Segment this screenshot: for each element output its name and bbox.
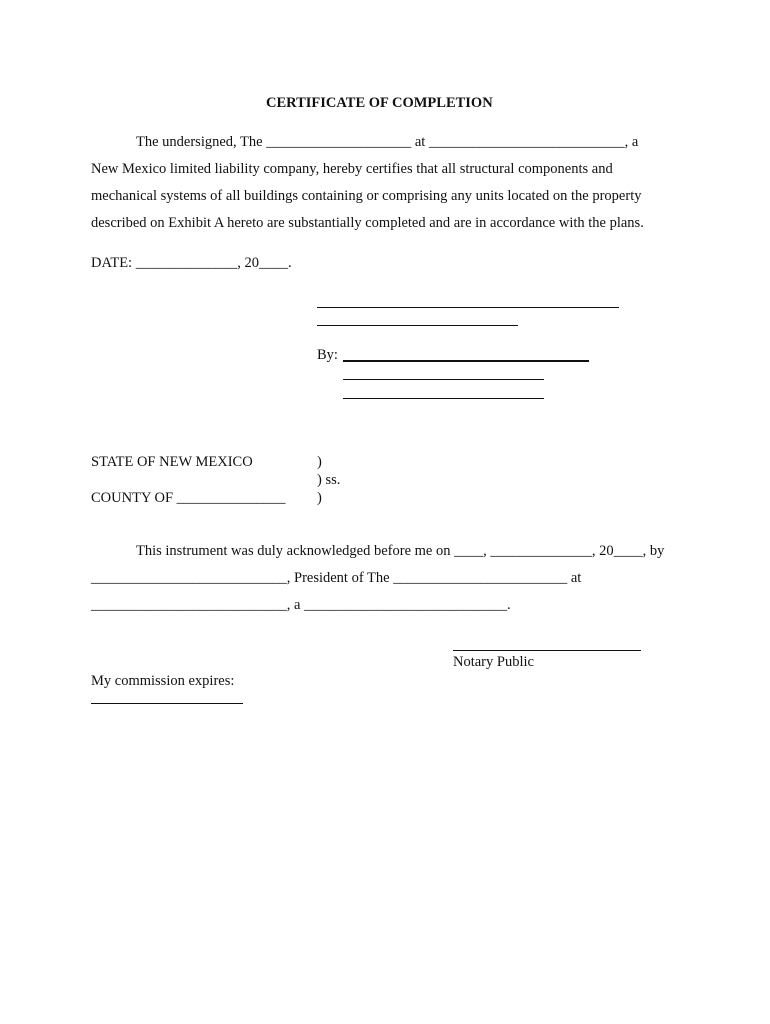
state-label: STATE OF NEW MEXICO [91,454,253,470]
venue-ss: ) ss. [317,472,341,488]
by-name-line [343,379,544,380]
body-line-3: mechanical systems of all buildings containing or comprising any units located on the property [91,188,642,204]
commission-line [91,703,243,704]
body-line-2: New Mexico limited liability company, hereby certifies that all structural components and [91,161,613,177]
signature-line-entity [317,307,619,308]
signature-line-entity-2 [317,325,518,326]
document-title: CERTIFICATE OF COMPLETION [266,95,493,111]
commission-label: My commission expires: [91,673,235,689]
body-line-4: described on Exhibit A hereto are substantially completed and are in accordance with the plans. [91,215,644,231]
by-title-line [343,398,544,399]
date-line: DATE: ______________, 20____. [91,255,292,271]
venue-paren-1: ) [317,454,322,470]
by-label: By: [317,347,338,363]
by-signature-line [343,360,589,362]
ack-line-3: ___________________________, a ____________________________. [91,597,511,613]
notary-signature-line [453,650,641,651]
ack-line-2: ___________________________, President of The ________________________ at [91,570,582,586]
body-line-1: The undersigned, The ____________________ at ___________________________, a [136,134,639,150]
county-label: COUNTY OF _______________ [91,490,286,506]
notary-public-label: Notary Public [453,654,534,670]
venue-paren-3: ) [317,490,322,506]
ack-line-1: This instrument was duly acknowledged before me on ____, ______________, 20____, by [136,543,665,559]
